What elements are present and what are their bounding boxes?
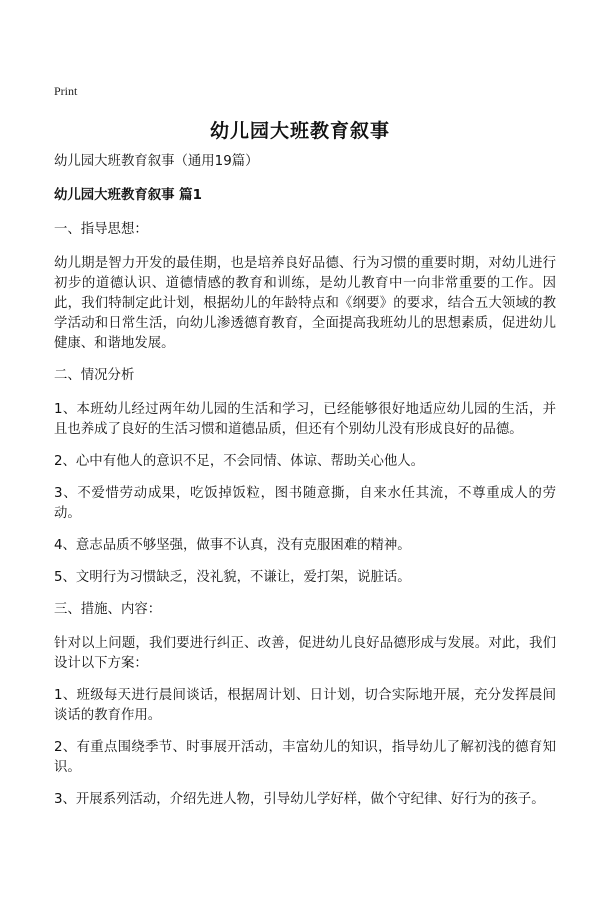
list-item-situation-2: 2、心中有他人的意识不足，不会同情、体谅、帮助关心他人。 xyxy=(54,454,425,469)
list-item-measure-2: 2、有重点围绕季节、时事展开活动，丰富幼儿的知识，指导幼儿了解初浅的德育知识。 xyxy=(54,740,556,775)
list-item-measure-3: 3、开展系列活动，介绍先进人物，引导幼儿学好样，做个守纪律、好行为的孩子。 xyxy=(54,792,545,807)
list-item-situation-3: 3、不爱惜劳动成果，吃饭掉饭粒，图书随意撕，自来水任其流，不尊重成人的劳动。 xyxy=(54,486,556,521)
heading-measures: 三、措施、内容： xyxy=(54,602,162,617)
list-item-measure-1: 1、班级每天进行晨间谈话，根据周计划、日计划，切合实际地开展，充分发挥晨间谈话的教育作用。 xyxy=(54,688,556,723)
list-item-situation-5: 5、文明行为习惯缺乏，没礼貌，不谦让，爱打架，说脏话。 xyxy=(54,570,411,585)
heading-situation-analysis: 二、情况分析 xyxy=(54,368,135,383)
heading-guiding-thought: 一、指导思想： xyxy=(54,222,148,237)
paragraph-guiding-thought: 幼儿期是智力开发的最佳期，也是培养良好品德、行为习惯的重要时期，对幼儿进行初步的道德认识、道德情感的教育和训练，是幼儿教育中一向非常重要的工作。因此，我们特制定此计划，根据幼儿的年龄特点和《纲要》的要求，结合五大领域的教学活动和日常生活，向幼儿渗透德育教育，全面提高我班幼儿的思想素质，促进幼儿健康、和谐地发展。 xyxy=(54,256,556,351)
list-item-situation-1: 1、本班幼儿经过两年幼儿园的生活和学习，已经能够很好地适应幼儿园的生活，并且也养成了良好的生活习惯和道德品质，但还有个别幼儿没有形成良好的品德。 xyxy=(54,402,556,437)
document-body xyxy=(54,152,556,822)
print-label: Print xyxy=(54,84,78,98)
paragraph-measures-intro: 针对以上问题，我们要进行纠正、改善，促进幼儿良好品德形成与发展。对此，我们设计以下方案： xyxy=(54,636,556,671)
list-item-situation-4: 4、意志品质不够坚强，做事不认真，没有克服困难的精神。 xyxy=(54,538,411,553)
document-title: 幼儿园大班教育叙事 xyxy=(209,120,390,142)
section-title: 幼儿园大班教育叙事 篇1 xyxy=(54,188,202,203)
document-subtitle: 幼儿园大班教育叙事（通用19篇） xyxy=(54,154,259,169)
